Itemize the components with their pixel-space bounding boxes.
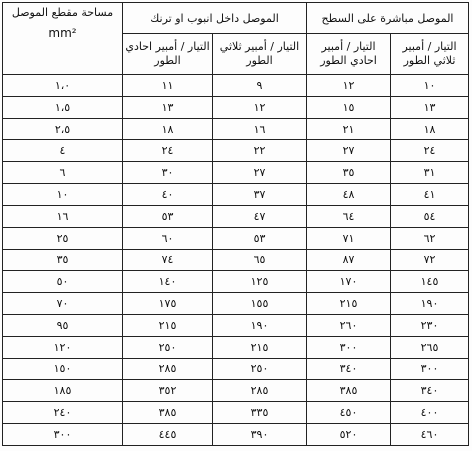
cell-surface-single-phase: ٣٥ xyxy=(307,162,391,184)
cell-surface-three-phase: ٤١ xyxy=(391,184,469,206)
table-row xyxy=(3,424,469,446)
cell-area: ١٠ xyxy=(3,184,123,206)
cell-area: ٢٤٠ xyxy=(3,402,123,424)
cell-conduit-three-phase: ٢٨٥ xyxy=(213,380,307,402)
cell-surface-single-phase: ٨٧ xyxy=(307,249,391,271)
cell-area: ٣٠٠ xyxy=(3,424,123,446)
cell-surface-three-phase: ٢٤ xyxy=(391,140,469,162)
cell-conduit-three-phase: ١٢ xyxy=(213,96,307,118)
cell-conduit-three-phase: ٣٩٠ xyxy=(213,424,307,446)
cell-area: ١٦ xyxy=(3,205,123,227)
cell-area: ٧٠ xyxy=(3,293,123,315)
cell-area: ٥٠ xyxy=(3,271,123,293)
cell-surface-single-phase: ٤٥٠ xyxy=(307,402,391,424)
cell-conduit-single-phase: ٣٠ xyxy=(123,162,213,184)
cell-conduit-three-phase: ١٥٥ xyxy=(213,293,307,315)
group-header-conduit: الموصل داخل انبوب او ترنك xyxy=(123,3,307,34)
cell-conduit-single-phase: ٤٠ xyxy=(123,184,213,206)
area-header-label: مساحة مقطع الموصل xyxy=(11,6,114,19)
group-header-surface: الموصل مباشرة على السطح xyxy=(307,3,469,34)
cell-surface-three-phase: ٣٠٠ xyxy=(391,358,469,380)
cell-conduit-three-phase: ٢٧ xyxy=(213,162,307,184)
table-row xyxy=(3,380,469,402)
cell-area: ١٢٠ xyxy=(3,336,123,358)
table-row xyxy=(3,336,469,358)
cell-area: ٤ xyxy=(3,140,123,162)
cell-conduit-single-phase: ٧٤ xyxy=(123,249,213,271)
cell-conduit-single-phase: ١١ xyxy=(123,75,213,97)
cell-area: ١،٠ xyxy=(3,75,123,97)
subheader-conduit-three-phase: التيار / أمبير ثلاثي الطور xyxy=(213,34,307,75)
cell-surface-three-phase: ٧٢ xyxy=(391,249,469,271)
table-row xyxy=(3,227,469,249)
cell-conduit-three-phase: ٤٧ xyxy=(213,205,307,227)
cell-conduit-single-phase: ٢٥٠ xyxy=(123,336,213,358)
cell-surface-single-phase: ١٢ xyxy=(307,75,391,97)
table-row xyxy=(3,249,469,271)
cell-area: ١٨٥ xyxy=(3,380,123,402)
cell-surface-single-phase: ١٥ xyxy=(307,96,391,118)
table-row xyxy=(3,402,469,424)
cell-conduit-three-phase: ١٦ xyxy=(213,118,307,140)
area-header xyxy=(3,3,123,75)
cell-conduit-three-phase: ٩ xyxy=(213,75,307,97)
cell-conduit-single-phase: ١٧٥ xyxy=(123,293,213,315)
cell-conduit-three-phase: ٢١٥ xyxy=(213,336,307,358)
cell-surface-three-phase: ٤٠٠ xyxy=(391,402,469,424)
current-capacity-table xyxy=(2,2,469,446)
table-row xyxy=(3,205,469,227)
table-body xyxy=(3,75,469,446)
cell-conduit-three-phase: ٣٣٥ xyxy=(213,402,307,424)
cell-conduit-single-phase: ١٨ xyxy=(123,118,213,140)
table-row xyxy=(3,293,469,315)
cell-surface-three-phase: ٦٢ xyxy=(391,227,469,249)
cell-surface-three-phase: ٢٣٠ xyxy=(391,314,469,336)
cell-conduit-three-phase: ٥٣ xyxy=(213,227,307,249)
cell-area: ٢٥ xyxy=(3,227,123,249)
cell-conduit-single-phase: ٣٥٢ xyxy=(123,380,213,402)
cell-surface-single-phase: ٤٨ xyxy=(307,184,391,206)
cell-conduit-single-phase: ٦٠ xyxy=(123,227,213,249)
cell-conduit-three-phase: ٢٥٠ xyxy=(213,358,307,380)
cell-surface-three-phase: ١٠ xyxy=(391,75,469,97)
subheader-surface-single-phase: التيار / أمبير احادي الطور xyxy=(307,34,391,75)
cell-surface-three-phase: ٣١ xyxy=(391,162,469,184)
table-row xyxy=(3,118,469,140)
cell-area: ٦ xyxy=(3,162,123,184)
cell-surface-single-phase: ٢٧ xyxy=(307,140,391,162)
table-row xyxy=(3,184,469,206)
cell-area: ٢،٥ xyxy=(3,118,123,140)
table-row xyxy=(3,162,469,184)
cell-conduit-single-phase: ٢١٥ xyxy=(123,314,213,336)
cell-surface-single-phase: ٢٦٠ xyxy=(307,314,391,336)
cell-conduit-three-phase: ٣٧ xyxy=(213,184,307,206)
cell-surface-single-phase: ٣٤٠ xyxy=(307,358,391,380)
table-row xyxy=(3,96,469,118)
cell-surface-three-phase: ٢٦٥ xyxy=(391,336,469,358)
cell-conduit-three-phase: ٦٥ xyxy=(213,249,307,271)
cell-surface-three-phase: ١٩٠ xyxy=(391,293,469,315)
cell-conduit-three-phase: ١٩٠ xyxy=(213,314,307,336)
table-row xyxy=(3,140,469,162)
table-row xyxy=(3,75,469,97)
cell-surface-single-phase: ٦٤ xyxy=(307,205,391,227)
cell-conduit-single-phase: ٥٣ xyxy=(123,205,213,227)
cell-conduit-three-phase: ٢٢ xyxy=(213,140,307,162)
cell-conduit-single-phase: ٣٨٥ xyxy=(123,402,213,424)
cell-surface-three-phase: ١٨ xyxy=(391,118,469,140)
cell-conduit-single-phase: ١٤٠ xyxy=(123,271,213,293)
area-unit: mm² xyxy=(48,26,77,40)
cell-conduit-single-phase: ٢٨٥ xyxy=(123,358,213,380)
cell-surface-single-phase: ٣٨٥ xyxy=(307,380,391,402)
table-row xyxy=(3,358,469,380)
cell-surface-single-phase: ٧١ xyxy=(307,227,391,249)
cell-surface-single-phase: ١٧٠ xyxy=(307,271,391,293)
cell-surface-single-phase: ٢١٥ xyxy=(307,293,391,315)
cell-conduit-single-phase: ٢٤ xyxy=(123,140,213,162)
cell-surface-three-phase: ١٤٥ xyxy=(391,271,469,293)
cell-surface-single-phase: ٥٢٠ xyxy=(307,424,391,446)
cell-surface-three-phase: ٥٤ xyxy=(391,205,469,227)
cell-conduit-three-phase: ١٢٥ xyxy=(213,271,307,293)
cell-surface-three-phase: ٣٤٠ xyxy=(391,380,469,402)
cell-surface-three-phase: ٤٦٠ xyxy=(391,424,469,446)
cell-conduit-single-phase: ١٣ xyxy=(123,96,213,118)
cell-area: ٩٥ xyxy=(3,314,123,336)
cell-surface-single-phase: ٢١ xyxy=(307,118,391,140)
subheader-surface-three-phase: التيار / أمبير ثلاثي الطور xyxy=(391,34,469,75)
table-row xyxy=(3,314,469,336)
cell-surface-single-phase: ٣٠٠ xyxy=(307,336,391,358)
cell-surface-three-phase: ١٣ xyxy=(391,96,469,118)
cell-area: ١،٥ xyxy=(3,96,123,118)
table-row xyxy=(3,271,469,293)
cell-area: ١٥٠ xyxy=(3,358,123,380)
subheader-conduit-single-phase: التيار / أمبير احادي الطور xyxy=(123,34,213,75)
cell-area: ٣٥ xyxy=(3,249,123,271)
cell-conduit-single-phase: ٤٤٥ xyxy=(123,424,213,446)
